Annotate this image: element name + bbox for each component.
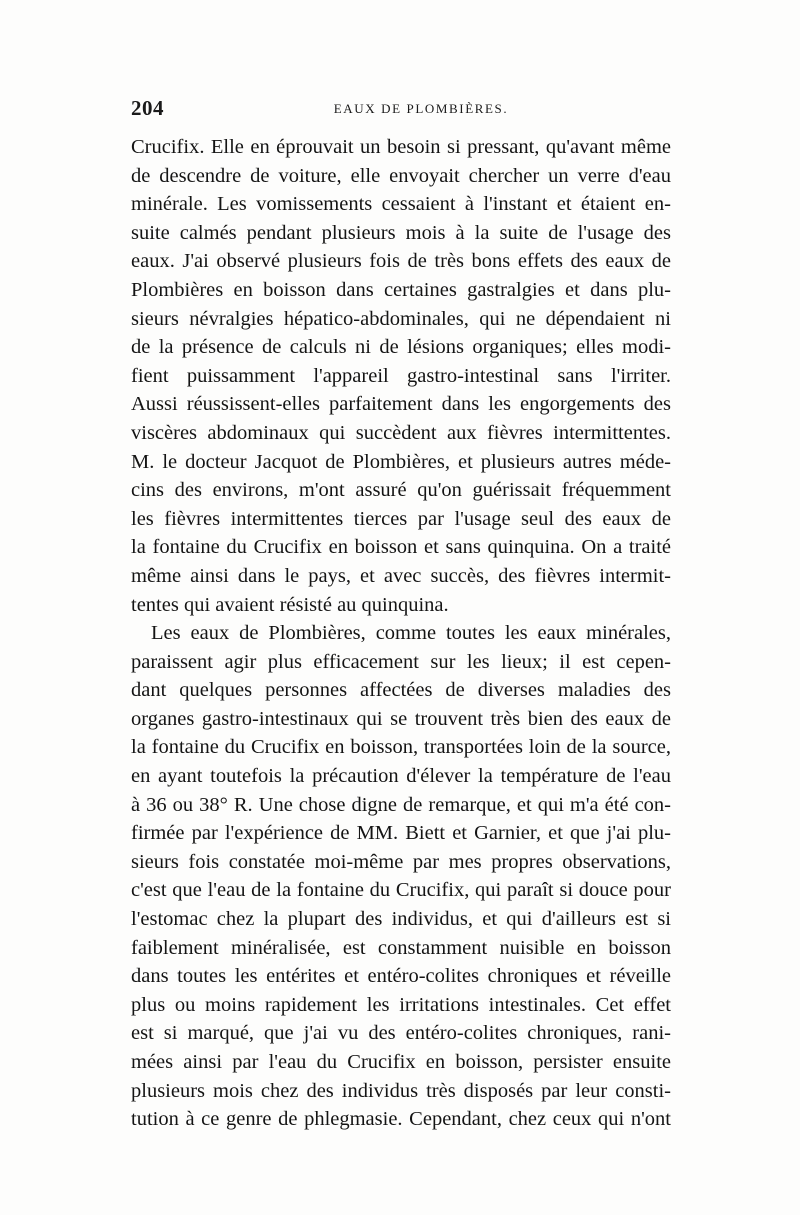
running-head: [131, 96, 671, 126]
text-line: Plombières en boisson dans certaines gastralgies et dans plu-: [131, 278, 671, 301]
paragraph: [131, 133, 671, 619]
text-line: plusieurs mois chez des individus très disposés par leur consti-: [131, 1079, 671, 1102]
running-title: EAUX DE PLOMBIÈRES.: [333, 101, 509, 116]
page-number: 204: [131, 96, 164, 120]
text-line: dans toutes les entérites et entéro-colites chroniques et réveille: [131, 965, 671, 988]
text-line: cins des environs, m'ont assuré qu'on guérissait fréquemment: [131, 479, 671, 502]
text-line: la fontaine du Crucifix en boisson et sans quinquina. On a traité: [131, 536, 671, 559]
text-line: de la présence de calculs ni de lésions organiques; elles modi-: [131, 336, 671, 359]
text-line: paraissent agir plus efficacement sur les lieux; il est cepen-: [131, 650, 671, 673]
text-line: Les eaux de Plombières, comme toutes les eaux minérales,: [151, 622, 671, 645]
text-line: firmée par l'expérience de MM. Biett et Garnier, et que j'ai plu-: [131, 822, 671, 845]
text-line: tentes qui avaient résisté au quinquina.: [131, 593, 449, 616]
text-line: à 36 ou 38° R. Une chose digne de remarque, et qui m'a été con-: [131, 793, 671, 816]
text-line: mées ainsi par l'eau du Crucifix en boisson, persister ensuite: [131, 1051, 671, 1073]
text-line: les fièvres intermittentes tierces par l'usage seul des eaux de: [131, 507, 671, 530]
text-line: viscères abdominaux qui succèdent aux fièvres intermittentes.: [131, 421, 671, 444]
text-line: M. le docteur Jacquot de Plombières, et plusieurs autres méde-: [131, 450, 671, 473]
text-line: faiblement minéralisée, est constamment nuisible en boisson: [131, 936, 671, 959]
text-line: en ayant toutefois la précaution d'élever la température de l'eau: [131, 765, 671, 788]
text-line: organes gastro-intestinaux qui se trouvent très bien des eaux de: [131, 707, 671, 730]
text-line: sieurs névralgies hépatico-abdominales, qui ne dépendaient ni: [131, 307, 671, 330]
text-line: sieurs fois constatée moi-même par mes propres observations,: [131, 850, 671, 873]
text-line: est si marqué, que j'ai vu des entéro-colites chroniques, rani-: [131, 1022, 671, 1045]
paragraph: [131, 619, 671, 1134]
text-line: l'estomac chez la plupart des individus, et qui d'ailleurs est si: [131, 908, 671, 931]
text-line: eaux. J'ai observé plusieurs fois de très bons effets des eaux de: [131, 250, 671, 273]
text-line: plus ou moins rapidement les irritations intestinales. Cet effet: [131, 993, 671, 1016]
text-line: minérale. Les vomissements cessaient à l'instant et étaient en-: [131, 193, 671, 216]
text-line: même ainsi dans le pays, et avec succès, des fièvres intermit-: [131, 564, 671, 587]
text-line: tution à ce genre de phlegmasie. Cependant, chez ceux qui n'ont: [131, 1108, 671, 1131]
text-line: Aussi réussissent-elles parfaitement dans les engorgements des: [131, 393, 671, 416]
text-line: dant quelques personnes affectées de diverses maladies des: [131, 679, 671, 702]
body-text: [131, 133, 671, 1134]
text-line: Crucifix. Elle en éprouvait un besoin si pressant, qu'avant même: [131, 136, 671, 158]
text-line: de descendre de voiture, elle envoyait chercher un verre d'eau: [131, 164, 671, 187]
text-line: la fontaine du Crucifix en boisson, transportées loin de la source,: [131, 736, 671, 759]
text-line: fient puissamment l'appareil gastro-intestinal sans l'irriter.: [131, 364, 671, 387]
text-line: suite calmés pendant plusieurs mois à la suite de l'usage des: [131, 221, 671, 244]
text-line: c'est que l'eau de la fontaine du Crucifix, qui paraît si douce pour: [131, 879, 671, 902]
